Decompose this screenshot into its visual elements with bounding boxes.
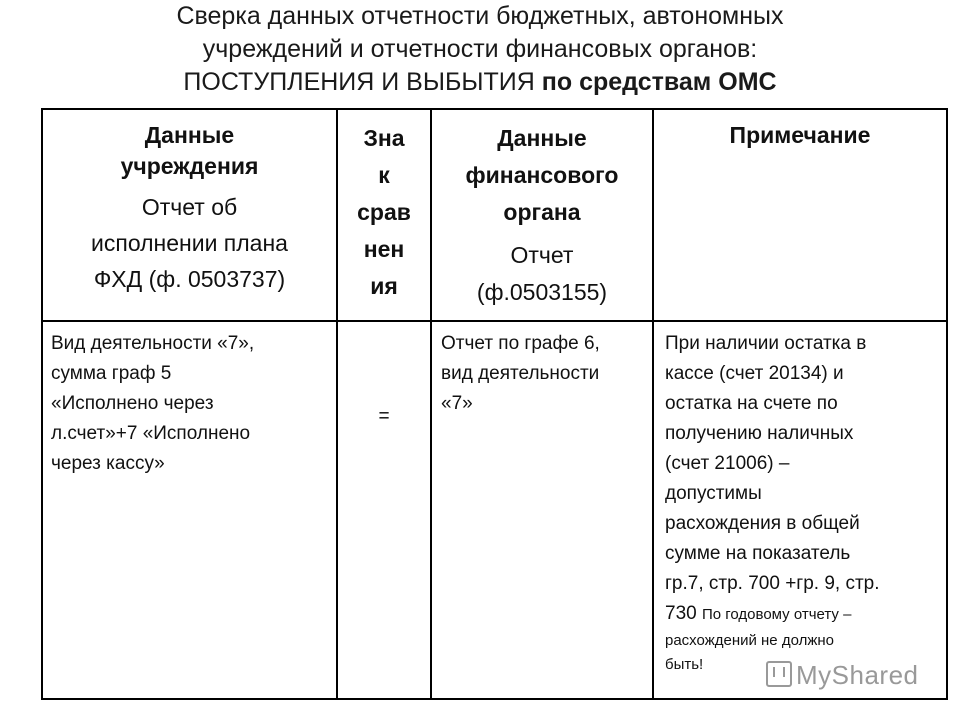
row-financial-body-data [441,329,649,689]
header-col2-5: ия [370,273,398,299]
header-divider [43,320,946,322]
title-line-3-normal: ПОСТУПЛЕНИЯ И ВЫБЫТИЯ [183,68,542,96]
header-col3-normal-1: Отчет [510,242,574,268]
row-col1-line-2: сумма граф 5 [51,363,172,384]
header-col3-normal-2: (ф.0503155) [476,279,608,305]
row-col3-line-2: вид деятельности [441,363,600,384]
row-col1-line-1: Вид деятельности «7», [51,333,255,354]
row-comparison-sign [338,406,430,446]
header-col1-bold-2: учреждения [120,153,259,179]
row-col4-line-1: При наличии остатка в [665,333,867,354]
row-col4-small-1: По годовому отчету – [701,606,852,623]
row-col4-line-9: гр.7, стр. 700 +гр. 9, стр. [665,573,880,594]
row-col1-line-5: через кассу» [51,453,165,474]
header-col1-normal-1: Отчет об [141,194,238,220]
header-col2-2: к [378,162,390,188]
header-note [654,120,946,320]
row-col4-line-5: (счет 21006) – [665,453,790,474]
header-col1-normal-3: ФХД (ф. 0503737) [93,266,286,292]
header-col4: Примечание [729,122,871,148]
row-col4-line-10-main: 730 [665,603,702,624]
watermark-logo-icon [766,661,792,687]
reconciliation-table [41,108,948,700]
row-institution-data [51,329,331,689]
row-col4-line-3: остатка на счете по [665,393,838,414]
header-col2-4: нен [363,236,405,262]
header-institution-data [43,120,336,320]
row-col1-line-4: л.счет»+7 «Исполнено [51,423,251,444]
equals-sign: = [378,406,390,427]
row-col4-small-2: расхождений не должно [665,632,834,649]
header-col2-1: Зна [363,125,405,151]
watermark [766,660,919,691]
header-col1-normal-2: исполнении плана [91,230,288,256]
title-line-2: учреждений и отчетности финансовых органов: [202,35,758,63]
header-comparison-sign [338,120,430,320]
header-financial-body-data [432,120,652,320]
row-col4-line-7: расхождения в общей [665,513,860,534]
row-col3-line-1: Отчет по графе 6, [441,333,600,354]
title-line-1: Сверка данных отчетности бюджетных, автономных [176,2,784,30]
header-col2-3: срав [357,199,411,225]
row-col4-line-10 [665,599,945,629]
row-col4-line-2: кассе (счет 20134) и [665,363,844,384]
header-col3-bold-3: органа [503,199,581,225]
row-col4-small-3: быть! [665,656,704,673]
header-col3-bold-1: Данные [497,125,587,151]
row-col4-line-4: получению наличных [665,423,854,444]
slide-title [0,0,960,99]
header-col3-bold-2: финансового [465,162,619,188]
row-note [665,329,945,697]
row-col4-line-6: допустимы [665,483,762,504]
title-line-3 [0,66,960,99]
header-col1-bold-1: Данные [144,122,235,148]
row-col1-line-3: «Исполнено через [51,393,214,414]
row-col3-line-3: «7» [441,393,473,414]
watermark-text: MyShared [796,660,919,690]
row-col4-line-8: сумме на показатель [665,543,851,564]
title-line-3-bold: по средствам ОМС [541,68,777,96]
